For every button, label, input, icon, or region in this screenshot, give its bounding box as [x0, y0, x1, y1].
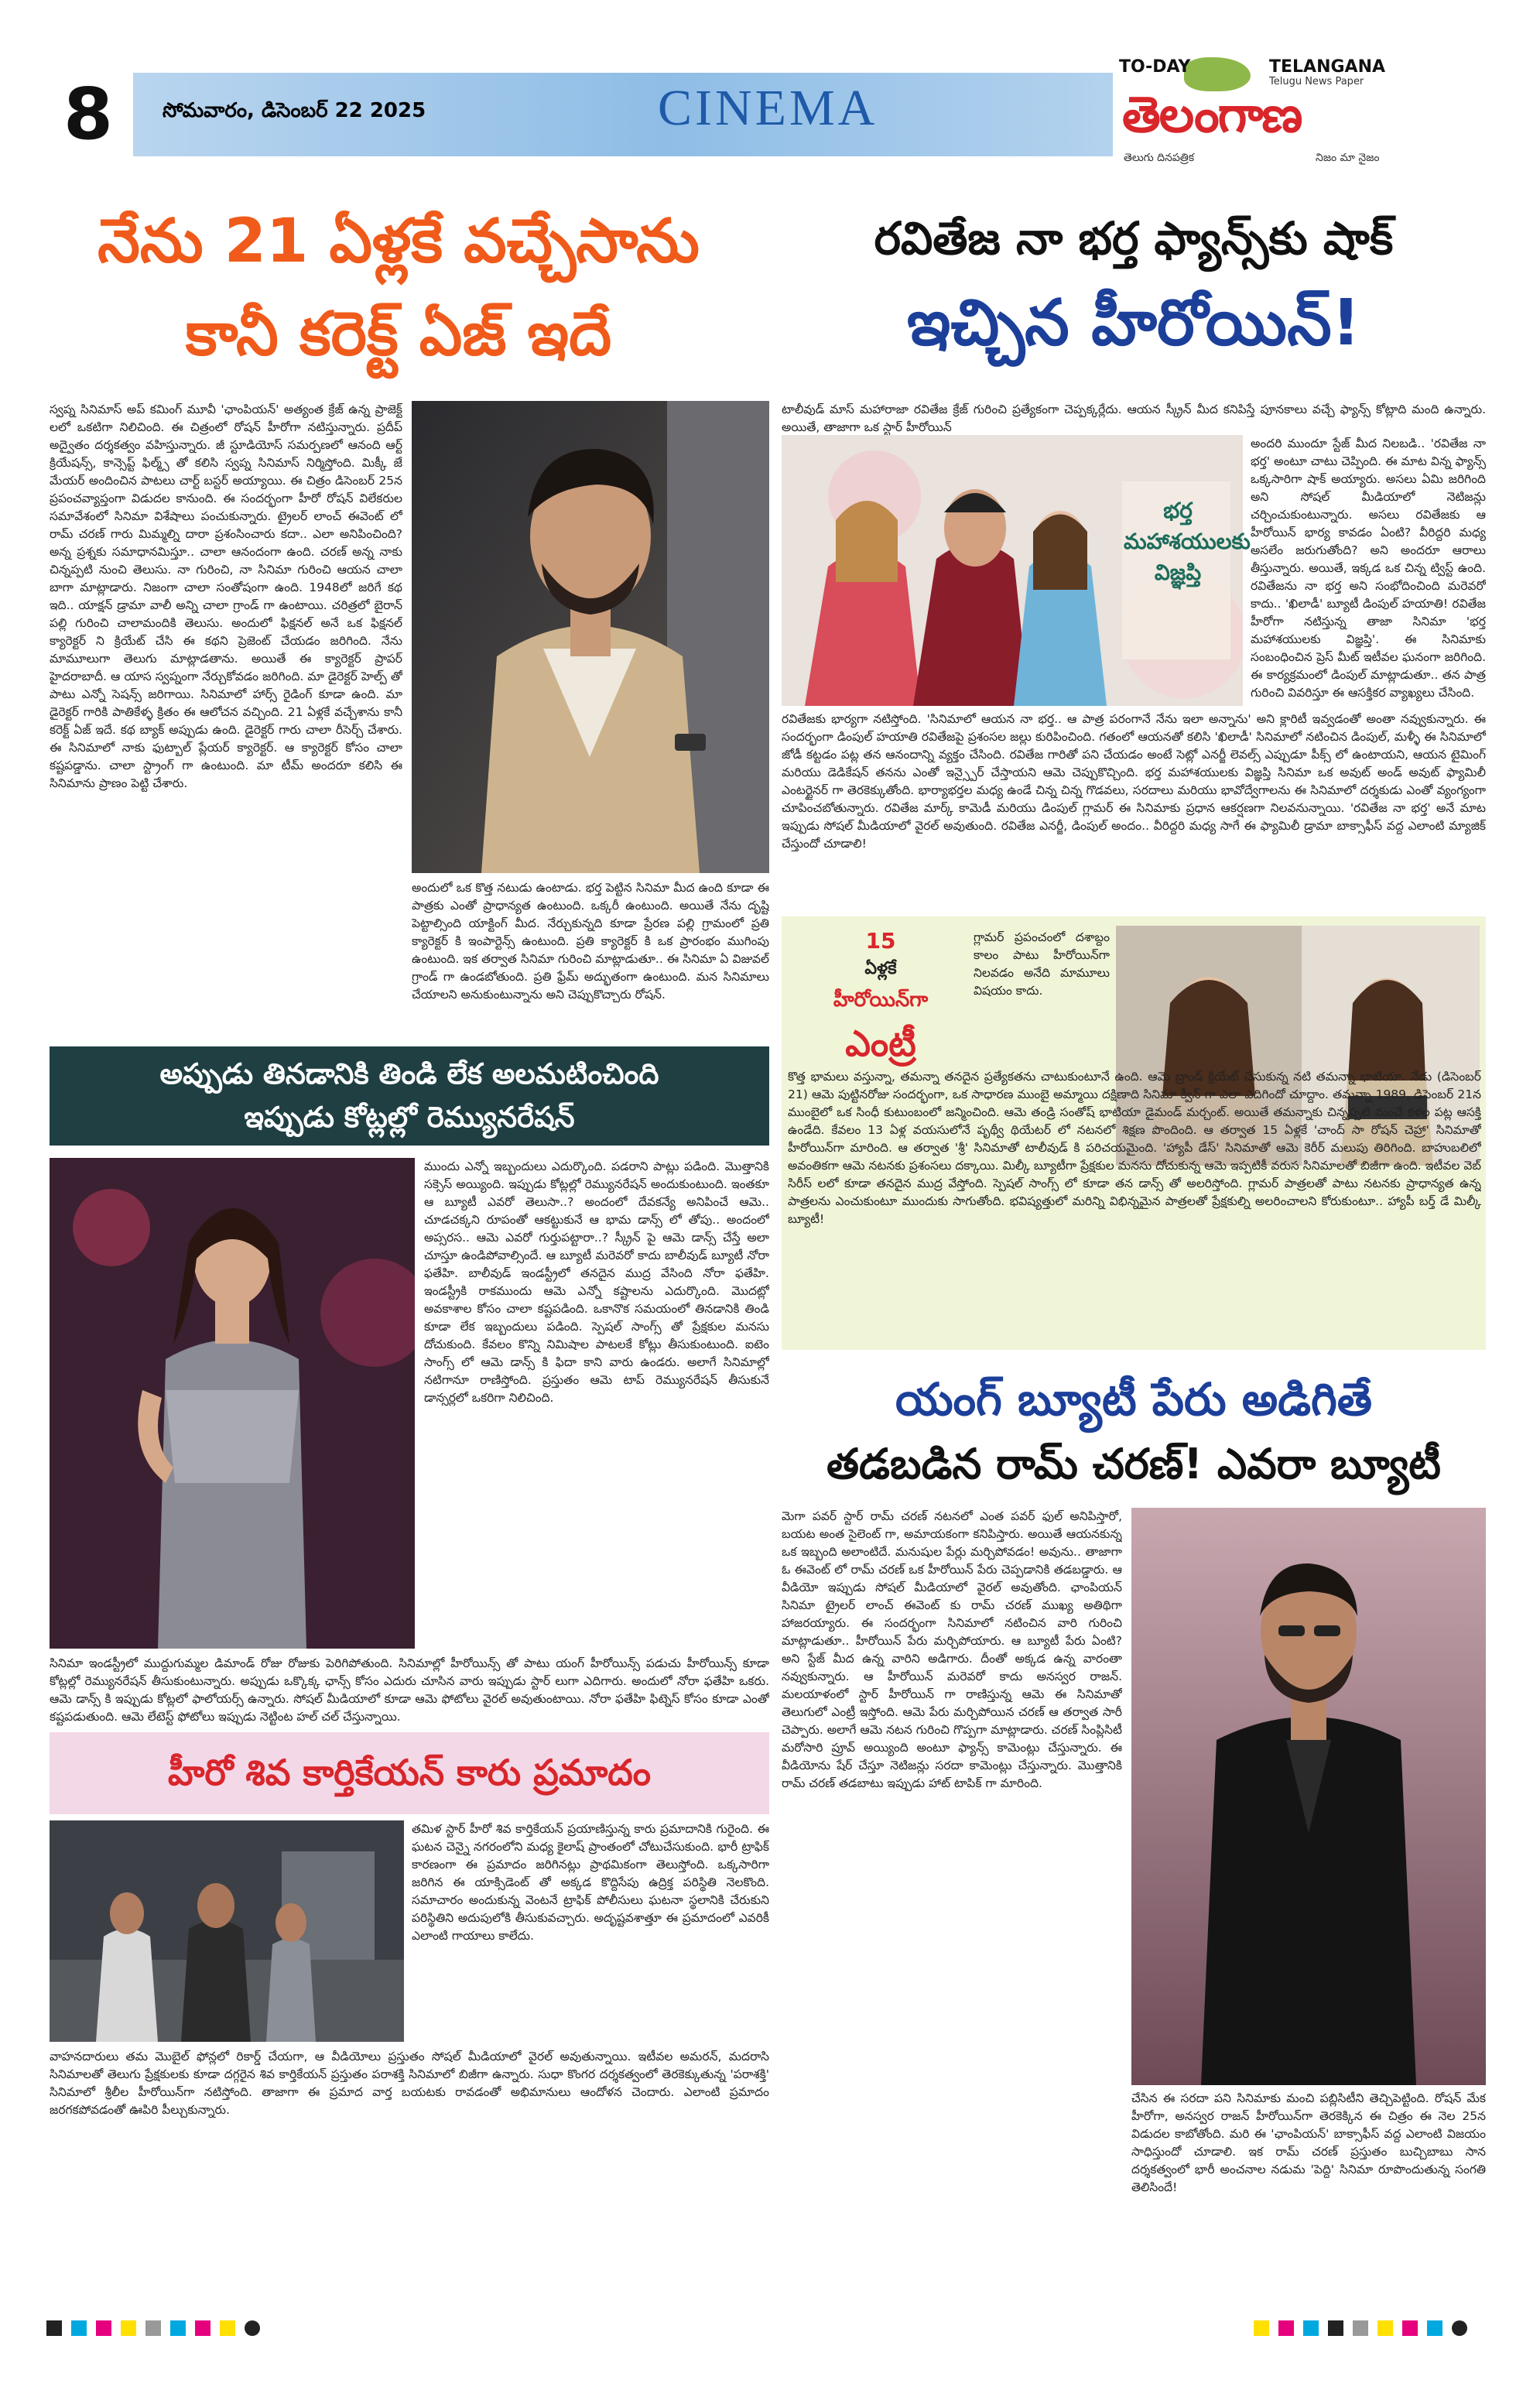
story2-poster-title: భర్త మహాశయులకు విజ్ఞప్తి — [1124, 498, 1251, 585]
story2-headline-line2: ఇచ్చిన హీరోయిన్! — [906, 286, 1361, 360]
story3-headline-line2: ఇప్పుడు కోట్లల్లో రెమ్యునరేషన్ — [244, 1101, 575, 1134]
story4-badge-line4: ఎంట్రీ — [845, 1022, 916, 1064]
story2-body-bottom: రవితేజకు భార్యగా నటిస్తోంది. 'సినిమాలో ఆయన నా భర్త.. ఆ పాత్ర పరంగానే నేను ఇలా అన్నాను' అని క్లారిటీ ఇవ్వడంతో అంతా నవ్వుకున్నారు. ఈ సందర్భంగా డింపుల్ హయాతి రవితేజపై ప్రశంసల జల్లు కురిపించింది. గతంలో ఆయనతో కలిసి 'ఖిలాడీ' సినిమాలో నటించిన డింపుల్, మళ్ళీ ఈ సినిమాలో జోడీ కట్టడం పట్ల తన ఆనందాన్ని వ్యక్తం చేసింది. రవితేజ గారితో పని చేయడం అంటే సెట్లో ఎనర్జీ లెవల్స్ ఎప్పుడూ పీక్స్ లో ఉంటాయని, ఆయన టైమింగ్ మరియు డెడికేషన్ తనను ఎంతో ఇన్స్పైర్ చేస్తాయని ఆమె చెప్పుకొచ్చింది. భర్త మహాశయులకు విజ్ఞప్తి సినిమా ఒక అవుట్ అండ్ అవుట్ ఫ్యామిలీ ఎంటర్టైనర్ గా తెరకెక్కుతోంది. భార్యాభర్తల మధ్య ఉండే చిన్న చిన్న గొడవలు, సరదాలు మరియు భావోద్వేగాలను ఈ సినిమాలో దర్శకుడు ఎంతో వ్యంగ్యంగా చూపించబోతున్నారు. రవితేజ మార్క్ కామెడీ మరియు డింపుల్ గ్లామర్ ఈ సినిమాకు ప్రధాన ఆకర్షణగా నిలవనున్నాయి. 'రవితేజ నా భర్త' అనే మాట ఇప్పుడు సోషల్ మీడియాలో వైరల్ అవుతుంది. రవితేజ ఎనర్జీ, డింపుల్ అందం.. వీరిద్దరి మధ్య సాగే ఈ ఫ్యామిలీ డ్రామా బాక్సాఫీస్ వద్ద ఎలాంటి మ్యాజిక్ చేస్తుందో చూడాలి! — [782, 712, 1486, 851]
story1-headline-line2: కానీ కరెక్ట్ ఏజ్ ఇదే — [185, 300, 612, 369]
logo-sub-right: నిజం మా నైజం — [1316, 152, 1380, 164]
story3-body-right: ముందు ఎన్నో ఇబ్బందులు ఎదుర్కొంది. పడరాని పాట్లు పడింది. మొత్తానికి సక్సెస్ అయ్యింది. ఇప్పుడు కోట్లల్లో రెమ్యునరేషన్ అందుకుంటుంది. ఇంతకూ ఆ బ్యూటీ ఎవరో తెలుసా..? అందంలో దేవకన్యే అనిపించే ఆమె.. చూడచక్కని రూపంతో ఆకట్టుకునే ఆ భామ డాన్స్ లో తోపు.. అందంలో అప్సరస.. ఆమె ఎవరో గుర్తుపట్టారా..? స్క్రీన్ పై ఆమె డాన్స్ చేస్తే అలా చూస్తూ ఉండిపోవాల్సిందే. ఆ బ్యూటీ మరెవరో కాదు బాలీవుడ్ బ్యూటీ నోరా ఫతేహి. బాలీవుడ్ ఇండస్ట్రీలో తనదైన ముద్ర వేసింది నోరా ఫతేహి. ఇండస్ట్రీకి రాకముందు ఆమె ఎన్నో కష్టాలను ఎదుర్కొంది. మొదట్లో అవకాశాల కోసం చాలా కష్టపడింది. ఒకానొక సమయంలో తినడానికి తిండి కూడా లేక ఇబ్బందులు పడింది. స్పెషల్ సాంగ్స్ తో ప్రేక్షకుల మనసు దోచుకుంది. కేవలం కొన్ని నిమిషాల పాటలకే కోట్లు తీసుకుంటుంది. ఐటెం సాంగ్స్ లో ఆమె డాన్స్ కి ఫిదా కాని వారు ఉండరు. అలాగే సినిమాల్లో నటిగానూ రాణిస్తోంది. ప్రస్తుతం ఆమె టాప్ రెమ్యునరేషన్ తీసుకునే డాన్సర్లలో ఒకరిగా నిలిచింది. — [424, 1159, 769, 1405]
story6-body-right: తమిళ స్టార్ హీరో శివ కార్తికేయన్ ప్రయాణిస్తున్న కారు ప్రమాదానికి గురైంది. ఈ ఘటన చెన్నై నగరంలోని మధ్య కైలాష్ ప్రాంతంలో చోటుచేసుకుంది. భారీ ట్రాఫిక్ కారణంగా ఈ ప్రమాదం జరిగినట్లు ప్రాథమికంగా తెలుస్తోంది. ఒక్కసారిగా జరిగిన ఈ యాక్సిడెంట్ తో అక్కడ కొద్దిసేపు ఉద్రిక్త పరిస్థితి నెలకొంది. సమాచారం అందుకున్న వెంటనే ట్రాఫిక్ పోలీసులు ఘటనా స్థలానికి చేరుకుని పరిస్థితిని అదుపులోకి తీసుకువచ్చారు. అదృష్టవశాత్తూ ఈ ప్రమాదంలో ఎవరికీ ఎలాంటి గాయాలు కాలేదు. — [412, 1822, 769, 1943]
issue-date: సోమవారం, డిసెంబర్ 22 2025 — [163, 99, 426, 122]
story1-body-col1: స్వప్న సినిమాస్ అప్ కమింగ్ మూవీ 'ఛాంపియన్' అత్యంత క్రేజ్ ఉన్న ప్రాజెక్ట్ లలో ఒకటిగా నిలిచింది. ఈ చిత్రంలో రోషన్ హీరోగా నటిస్తున్నారు. ప్రదీప్ అద్వైతం దర్శకత్వం వహిస్తున్నారు. జీ స్టూడియోస్ సమర్పణలో ఆనంది ఆర్ట్ క్రియేషన్స్, కాన్సెప్ట్ ఫిల్మ్స్ తో కలిసి స్వప్న సినిమాస్ నిర్మిస్తోంది. మిక్కీ జే మేయర్ అందించిన పాటలు చార్ట్ బస్టర్ అయ్యాయి. ఈ చిత్రం డిసెంబర్ 25న ప్రపంచవ్యాప్తంగా విడుదల కానుంది. ఈ సందర్భంగా హీరో రోషన్ విలేకరుల సమావేశంలో సినిమా విశేషాలు పంచుకున్నారు. ట్రైలర్ లాంచ్ ఈవెంట్ లో రామ్ చరణ్ గారు మిమ్మల్ని దారా ప్రశంసించారు కదా.. ఎలా అనిపించింది? అన్న ప్రశ్నకు సమాధానమిస్తూ.. చాలా ఆనందంగా ఉంది. చరణ్ అన్న నాకు చిన్నప్పటి నుంచి తెలుసు. నా గురించి, నా సినిమా గురించి ఆయన చాలా బాగా మాట్లాడారు. నిజంగా చాలా సంతోషంగా ఉంది. 1948లో జరిగే కథ ఇది.. యాక్షన్ డ్రామా వాలీ అన్ని చాలా గ్రాండ్ గా ఉంటాయి. చరిత్రలో బైరాన్ పల్లి గురించి చాలామందికి తెలుసు. అందులో ఫిక్షనల్ అనే ఒక ఫిక్షనల్ క్యారెక్టర్ ని క్రియేట్ చేసి ఈ కథని ప్రెజెంట్ చేయడం జరిగింది. నేను మామూలుగా తెలుగు మాట్లాడతాను. అయితే ఈ క్యారెక్టర్ ప్రాపర్ హైదరాబాదీ. ఆ యాస స్వప్నంగా నేర్చుకోవడం జరిగింది. మా డైరెక్టర్ హెల్ప్ తో పాటు ఎన్నో సెషన్స్ జరిగాయి. సినిమాలో హార్స్ రైడింగ్ కూడా ఉంది. మా డైరెక్టర్ గారికి పాతికేళ్ళ క్రితం ఈ ఆలోచన వచ్చింది. 21 ఏళ్లకే వచ్చేశాను కానీ కరెక్ట్ ఏజ్ ఇదే. కథ బ్యాక్ అప్పుడు ఉంది. డైరెక్టర్ గారు చాలా రీసెర్చ్ చేశారు. ఈ సినిమాలో నాకు ఫుట్బాల్ ప్లేయర్ క్యారెక్టర్. ఆ క్యారెక్టర్ కోసం చాలా కష్టపడ్డాను. చాలా స్ట్రాంగ్ గా ఉంటుంది. మా టీమ్ అందరూ కలిసి ఈ సినిమాను ప్రాణం పెట్టి చేశారు. — [50, 402, 402, 790]
story2-headline-line1: రవితేజ నా భర్త ఫ్యాన్స్‌కు షాక్ — [874, 212, 1394, 265]
story1-body-col2: అందులో ఒక కొత్త నటుడు ఉంటాడు. భర్త పెట్టిన సినిమా మీద ఉంది కూడా ఈ పాత్రకు ఎంతో ప్రాధాన్యత ఉంటుంది. ఒక్కరీ ఉంటుంది. అయితే నేను దృష్టి పెట్టాల్సింది యాక్టింగ్ మీద. నేర్చుకున్నది కూడా ప్రేరణ పల్లి గ్రామంలో ప్రతి క్యారెక్టర్ కి ఇంపార్టెన్స్ ఉంటుంది. ప్రతి క్యారెక్టర్ కి ఒక ప్రారంభం ముగింపు ఉంటుంది. ఇక తర్వాత సినిమా గురించి మాట్లాడుతూ.. ఈ సినిమా ఏ విజువల్ గ్రాండ్ గా ఉండబోతుంది. ప్రతి ఫ్రేమ్ అద్భుతంగా ఉంటుంది. మన సినిమాలు చేయాలని అనుకుంటున్నాను అని చెప్పుకొచ్చారు రోషన్. — [412, 881, 769, 1002]
section-title: CINEMA — [658, 80, 878, 136]
story5-photo — [1131, 1508, 1486, 2085]
story5-headline-line1: యంగ్ బ్యూటీ పేరు అడిగితే — [895, 1373, 1372, 1426]
story1-headline-line1: నేను 21 ఏళ్లకే వచ్చేసాను — [98, 207, 700, 276]
story5-body-bottom: చేసిన ఈ సరదా పని సినిమాకు మంచి పబ్లిసిటీని తెచ్చిపెట్టింది. రోషన్ మేక హీరోగా, అనస్వర రాజన్ హీరోయిన్‌గా తెరకెక్కిన ఈ చిత్రం ఈ నెల 25న విడుదల కాబోతోంది. మరి ఈ 'ఛాంపియన్' బాక్సాఫీస్ వద్ద ఎలాంటి విజయం సాధిస్తుందో చూడాలి. ఇక రామ్ చరణ్ ప్రస్తుతం బుచ్చిబాబు సాన దర్శకత్వంలో భారీ అంచనాల నడుమ 'పెద్ది' సినిమా రూపొందుతున్న సంగతి తెలిసిందే! — [1131, 2091, 1486, 2194]
story4-badge-line3: హీరోయిన్‌గా — [833, 988, 929, 1012]
logo-state: TELANGANA — [1269, 57, 1386, 77]
story3-headline-line1: అప్పుడు తినడానికి తిండి లేక అలమటించింది — [159, 1057, 659, 1091]
registration-strip — [31, 2320, 1509, 2339]
logo-sub-left: తెలుగు దినపత్రిక — [1124, 152, 1195, 164]
story4-badge-line2: ఏళ్లకే — [864, 959, 897, 978]
logo-name: తెలంగాణ — [1122, 87, 1302, 144]
story6-headline: హీరో శివ కార్తికేయన్ కారు ప్రమాదం — [167, 1752, 652, 1793]
story1-photo — [412, 401, 769, 873]
story6-body-bottom: వాహనదారులు తమ మొబైల్ ఫోన్లలో రికార్డ్ చేయగా, ఆ వీడియోలు ప్రస్తుతం సోషల్ మీడియాలో వైరల్ అవుతున్నాయి. ఇటీవల అమరన్, మదరాసి సినిమాలతో తెలుగు ప్రేక్షకులకు కూడా దగ్గరైన శివ కార్తికేయన్ ప్రస్తుతం పరాశక్తి సినిమాలో బిజీగా ఉన్నారు. సుధా కొంగర దర్శకత్వంలో తెరకెక్కుతున్న 'పరాశక్తి' సినిమాలో శ్రీలీల హీరోయిన్‌గా నటిస్తోంది. తాజాగా ఈ ప్రమాద వార్త బయటకు రావడంతో అభిమానులు ఆందోళన చెందారు. ఎలాంటి ప్రమాదం జరగకపోవడంతో ఊపిరి పీల్చుకున్నారు. — [50, 2050, 769, 2117]
logo-tagline: Telugu News Paper — [1269, 76, 1364, 87]
story4-body-narrow: గ్లామర్ ప్రపంచంలో దశాబ్దం కాలం పాటు హీరోయిన్‌గా నిలవడం అనేది మామూలు విషయం కాదు. — [974, 930, 1110, 998]
story6-photo — [50, 1820, 404, 2042]
story4-body-wide: కొత్త భామలు వస్తున్నా, తమన్నా తనదైన ప్రత్యేకతను చాటుకుంటూనే ఉంది. ఆమె బ్రాండ్ క్రియేట్ చేసుకున్న నటి తమన్నా భాటియా. నేడు (డిసెంబర్ 21) ఆమె పుట్టినరోజు సందర్భంగా, ఒక సాధారణ ముంబై అమ్మాయి దక్షిణాది సినిమా క్వీన్ గా ఎలా ఎదిగిందో చూద్దాం. తమన్నా 1989, డిసెంబర్ 21న ముంబైలో ఒక సింధీ కుటుంబంలో జన్మించింది. ఆమె తండ్రి సంతోష్ భాటియా డైమండ్ మర్చంట్. అయితే తమన్నాకు చిన్నప్పటి నుంచే కళల పట్ల ఆసక్తి ఉండేది. కేవలం 13 ఏళ్ల వయసులోనే పృథ్వీ థియేటర్ లో నటనలో శిక్షణ పొందింది. ఆ తర్వాత 15 ఏళ్లకే 'చాంద్ సా రోషన్ చెహ్రా' సినిమాతో హీరోయిన్‌గా మారింది. ఆ తర్వాత 'శ్రీ' సినిమాతో టాలీవుడ్ కి పరిచయమైంది. 'హ్యాపీ డేస్' సినిమాతో ఆమె కెరీర్ మలుపు తిరిగింది. బాహుబలిలో అవంతికగా ఆమె నటనకు ప్రశంసలు దక్కాయి. మిల్కీ బ్యూటీగా ప్రేక్షకుల మనసు దోచుకున్న ఆమె ఇప్పటికీ వరుస సినిమాలతో బిజీగా ఉంది. ఇటీవల వెబ్ సిరీస్ లలో కూడా తనదైన ముద్ర వేస్తోంది. స్పెషల్ సాంగ్స్ లో కూడా తన డాన్స్ తో అలరిస్తోంది. గ్లామర్ పాత్రలతో పాటు నటనకు ప్రాధాన్యత ఉన్న పాత్రలను ఎంచుకుంటూ ముందుకు సాగుతోంది. భవిష్యత్తులో మరిన్ని విభిన్నమైన పాత్రలతో ప్రేక్షకుల్ని అలరించాలని కోరుకుంటూ.. హ్యాపీ బర్త్ డే మిల్కీ బ్యూటీ! — [788, 1070, 1481, 1226]
story3-photo — [50, 1158, 415, 1649]
page-number: 8 — [63, 73, 113, 156]
story5-body-left: మెగా పవర్ స్టార్ రామ్ చరణ్ నటనలో ఎంత పవర్ ఫుల్ అనిపిస్తారో, బయట అంత సైలెంట్ గా, అమాయకంగా కనిపిస్తారు. అయితే ఆయనకున్న ఒక ఇబ్బంది అలాంటిదే. మనుషుల పేర్లు మర్చిపోవడం! అవును.. తాజాగా ఓ ఈవెంట్ లో రామ్ చరణ్ ఒక హీరోయిన్ పేరు చెప్పడానికి తడబడ్డారు. ఆ వీడియో ఇప్పుడు సోషల్ మీడియాలో వైరల్ అవుతోంది. ఛాంపియన్ సినిమా ట్రైలర్ లాంచ్ ఈవెంట్ కు రామ్ చరణ్ ముఖ్య అతిథిగా హాజరయ్యారు. ఈ సందర్భంగా సినిమాలో నటించిన వారి గురించి మాట్లాడుతూ.. హీరోయిన్ పేరు మర్చిపోయారు. ఆ బ్యూటీ పేరు ఏంటి? అని స్టేజ్ మీద ఉన్న వారిని అడిగారు. దీంతో అక్కడ ఉన్న వారంతా నవ్వుకున్నారు. ఆ హీరోయిన్ మరెవరో కాదు అనస్వర రాజన్. మలయాళంలో స్టార్ హీరోయిన్ గా రాణిస్తున్న ఆమె ఈ సినిమాతో తెలుగులో ఎంట్రీ ఇస్తోంది. ఆమె పేరు మర్చిపోయిన చరణ్ ఆ తర్వాత సారీ చెప్పారు. అలాగే ఆమె నటన గురించి గొప్పగా మాట్లాడారు. చరణ్ సింప్లిసిటీ మరోసారి ప్రూవ్ అయ్యింది అంటూ ఫ్యాన్స్ కామెంట్లు చేస్తున్నారు. ఈ వీడియోను షేర్ చేస్తూ నెటిజన్లు సరదా కామెంట్లు చేస్తున్నారు. మొత్తానికి రామ్ చరణ్ తడబాటు ఇప్పుడు హాట్ టాపిక్ గా మారింది. — [782, 1509, 1122, 1790]
story4-badge-line1: 15 — [865, 928, 896, 954]
story3-body-bottom: సినిమా ఇండస్ట్రీలో ముద్దుగుమ్మల డిమాండ్ రోజు రోజుకు పెరిగిపోతుంది. సినిమాల్లో హీరోయిన్స్ తో పాటు యంగ్ హీరోయిన్స్ పడుచు హీరోయిన్స్ కూడా కోట్లల్లో రెమ్యునరేషన్ తీసుకుంటున్నారు. అప్పుడు ఒక్కొక్క ఛాన్స్ కోసం ఎదురు చూసిన వారు ఇప్పుడు స్టార్ లుగా ఎదిగారు. అందులో నోరా ఫతేహి ఒకరు. ఆమె డాన్స్ కి ఇప్పుడు కోట్లలో ఫాలోయర్స్ ఉన్నారు. సోషల్ మీడియాలో కూడా ఆమె ఫోటోలు వైరల్ అవుతుంటాయి. నోరా ఫతేహి ఫిట్నెస్ కోసం కూడా ఎంతో కష్టపడుతుంది. ఆమె లేటెస్ట్ ఫోటోలు ఇప్పుడు నెట్టింట హల్ చల్ చేస్తున్నాయి. — [50, 1656, 769, 1724]
story5-headline-line2: తడబడిన రామ్ చరణ్! ఎవరా బ్యూటీ — [826, 1440, 1441, 1488]
story2-lead: టాలీవుడ్ మాస్ మహారాజా రవితేజ క్రేజ్ గురించి ప్రత్యేకంగా చెప్పక్కర్లేదు. ఆయన స్క్రీన్ మీద కనిపిస్తే పూనకాలు వచ్చే ఫ్యాన్స్ కోట్లాది మంది ఉన్నారు. అయితే, తాజాగా ఒక స్టార్ హీరోయిన్ — [782, 402, 1486, 434]
logo-today: TO-DAY — [1119, 57, 1191, 77]
story2-body-right: అందరి ముందూ స్టేజ్ మీద నిలబడి.. 'రవితేజ నా భర్త' అంటూ చాటు చెప్పింది. ఈ మాట విన్న ఫ్యాన్స్ ఒక్కసారిగా షాక్ అయ్యారు. అసలు ఏమి జరిగింది అని సోషల్ మీడియాలో నెటిజన్లు చర్చించుకుంటున్నారు. అసలు రవితేజకు ఆ హీరోయిన్ భార్య కావడం ఏంటి? వీరిద్దరి మధ్య అసలేం జరుగుతోంది? అని అందరూ ఆరాలు తీస్తున్నారు. అయితే, ఇక్కడ ఒక చిన్న ట్విస్ట్ ఉంది. రవితేజను నా భర్త అని సంభోదించింది మరెవరో కాదు.. 'ఖిలాడీ' బ్యూటీ డింపుల్ హయాతి! రవితేజ హీరోగా నటిస్తున్న తాజా సినిమా 'భర్త మహాశయులకు విజ్ఞప్తి'. ఈ సినిమాకు సంబంధించిన ప్రెస్ మీట్ ఇటీవల ఘనంగా జరిగింది. ఈ కార్యక్రమంలో డింపుల్ మాట్లాడుతూ.. తన పాత్ర గురించి వివరిస్తూ ఈ ఆసక్తికర వ్యాఖ్యలు చేసింది. — [1251, 437, 1486, 700]
